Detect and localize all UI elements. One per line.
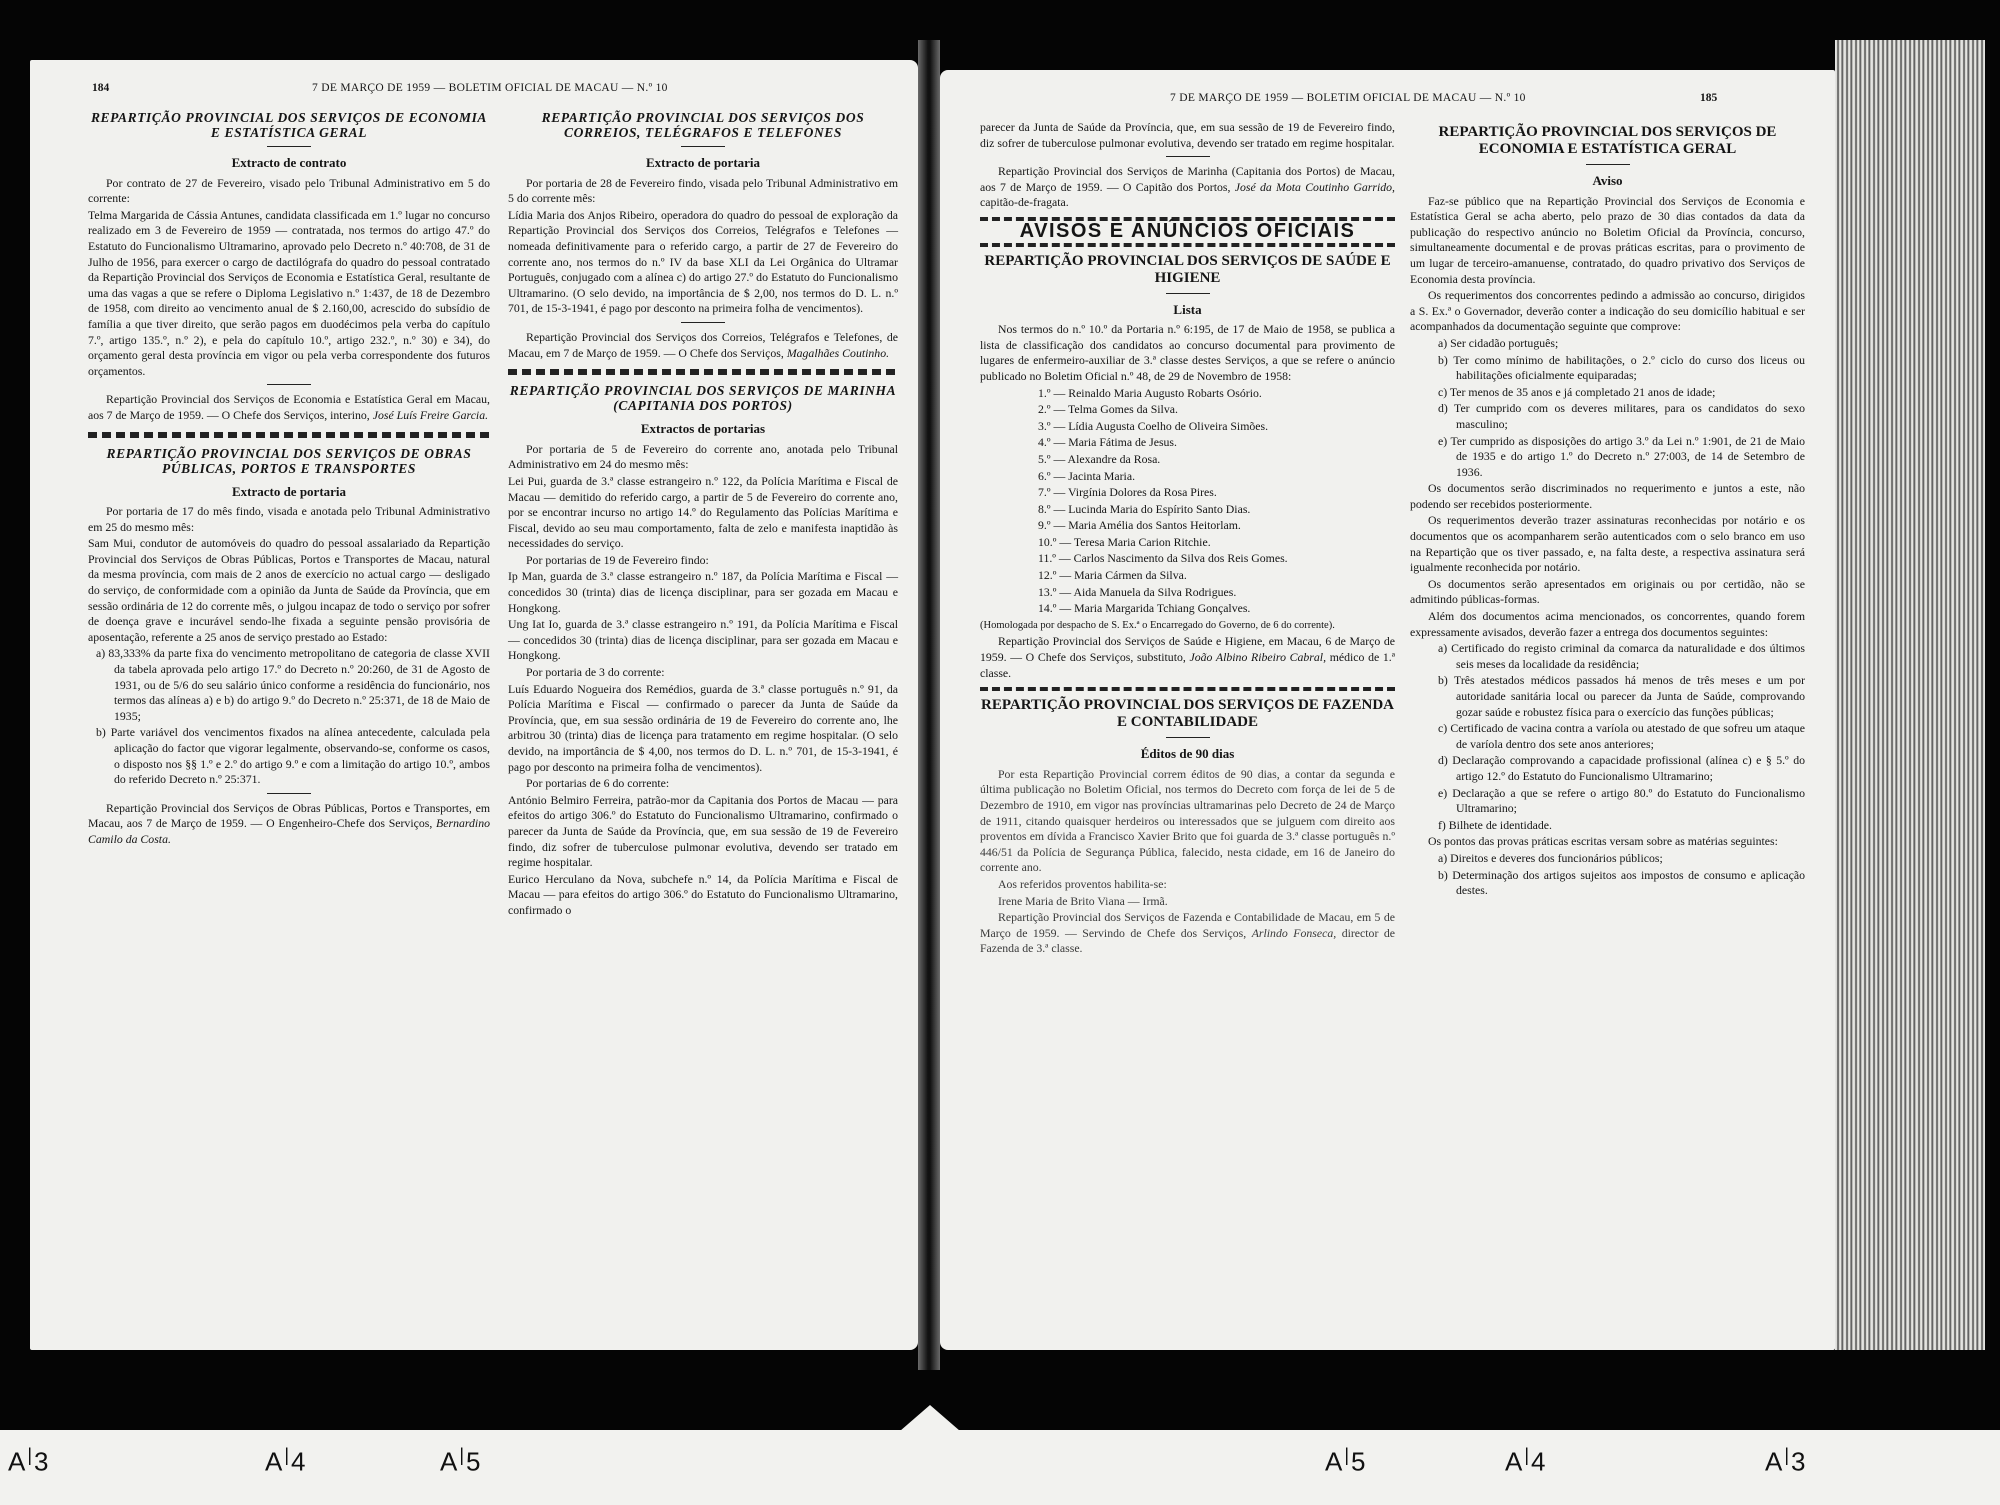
running-head-left: 7 DE MARÇO DE 1959 — BOLETIM OFICIAL DE MACAU — N.º 10 [312, 82, 668, 94]
paragraph [980, 634, 1395, 681]
list-item: d) Ter cumprido com os deveres militares, para os candidatos do sexo masculino; [1438, 401, 1805, 431]
list-item: e) Declaração a que se refere o artigo 80.º do Estatuto do Funcionalismo Ultramarino; [1438, 785, 1805, 816]
list-item: a) Direitos e deveres dos funcionários públicos; [1438, 850, 1663, 865]
closing-text: Repartição Provincial dos Serviços de Saúde e Higiene, em Macau, 6 de Março de 1959. — O Chefe dos Serviços, substituto, [980, 634, 1395, 665]
paragraph: Os requerimentos deverão trazer assinaturas reconhecidas por notário e os documentos que os acompanharem serão autenticados com o selo branco em uso na Repartição que os tiver passado, e, na falta deste, a respectiva assinatura será igualmente reconhecida por notário. [1410, 513, 1805, 575]
divider [681, 322, 725, 323]
list-item: a) Certificado do registo criminal da comarca da naturalidade e dos últimos seis meses da localidade da residência; [1438, 641, 1805, 671]
signature-title: capitão-de-fragata. [980, 195, 1069, 210]
list-item: 8.º — Lucinda Maria do Espírito Santo Dias. [1038, 501, 1251, 516]
wavy-divider [88, 432, 490, 438]
paragraph: Eurico Herculano da Nova, subchefe n.º 14, da Polícia Marítima e Fiscal de Macau — para efeitos do artigo 306.º do Estatuto do Funcionalismo Ultramarino, confirmado o [508, 871, 898, 917]
closing-text: Repartição Provincial dos Serviços de Obras Públicas, Portos e Transportes, em Macau, aos 7 de Março de 1959. — O Engenheiro-Chefe dos Serviços, [88, 800, 490, 831]
left-column-2 [508, 108, 898, 920]
film-frame-label: A|5 [1325, 1445, 1368, 1477]
film-frame-label: A|3 [8, 1445, 51, 1477]
paragraph: Por portaria de 28 de Fevereiro findo, visada pelo Tribunal Administrativo em 5 do corrente mês: [508, 175, 898, 206]
paragraph: Aos referidos proventos habilita-se: [998, 876, 1167, 891]
avisos-banner: AVISOS E ANÚNCIOS OFICIAIS [980, 217, 1395, 247]
signature: João Albino Ribeiro Cabral, [1189, 650, 1327, 665]
running-head-right: 7 DE MARÇO DE 1959 — BOLETIM OFICIAL DE MACAU — N.º 10 [1170, 92, 1526, 104]
signature-title: director de Fazenda de 3.ª classe. [980, 925, 1396, 956]
section-header-saude: REPARTIÇÃO PROVINCIAL DOS SERVIÇOS DE SAÚDE E HIGIENE [984, 252, 1391, 286]
list-item: f) Bilhete de identidade. [1438, 817, 1552, 832]
paragraph: Os documentos serão apresentados em originais ou por certidão, não se admitindo públicas-formas. [1410, 576, 1805, 607]
paragraph: Além dos documentos acima mencionados, os concorrentes, quando forem expressamente avisados, deverão fazer a entrega dos documentos seguintes: [1410, 609, 1805, 639]
film-frame-label: A|3 [1765, 1445, 1808, 1477]
section-header-economia-aviso: REPARTIÇÃO PROVINCIAL DOS SERVIÇOS DE ECONOMIA E ESTATÍSTICA GERAL [1438, 124, 1777, 157]
divider [267, 793, 311, 794]
closing-text: Repartição Provincial dos Serviços de Fazenda e Contabilidade de Macau, em 5 de Março de 1959. — Servindo de Chefe dos Serviços, [980, 910, 1395, 940]
film-frame-label: A|4 [265, 1445, 308, 1477]
right-column-2 [1410, 120, 1805, 900]
section-subtitle: Éditos de 90 dias [1140, 746, 1235, 762]
paragraph: Lei Pui, guarda de 3.ª classe estrangeiro n.º 122, da Polícia Marítima e Fiscal de Macau — demitido do referido cargo, a partir de 5 de Fevereiro do corrente ano, por se encontrar incurso no artigo 14.º do Regulamento das Polícias Marítima e Fiscal, devido ao seu mau comportamento, falta de zelo e manifesta inaptidão às necessidades do serviço. [508, 473, 898, 551]
closing-text: Repartição Provincial dos Serviços de Economia e Estatística Geral em Macau, aos 7 de Março de 1959. — O Chefe dos Serviços, interino, [88, 392, 490, 422]
divider [1166, 737, 1210, 738]
divider [681, 146, 725, 147]
list-item: 9.º — Maria Amélia dos Santos Heitorlam. [1038, 518, 1241, 533]
section-subtitle: Extracto de portaria [645, 155, 761, 170]
section-header-obras-publicas: REPARTIÇÃO PROVINCIAL DOS SERVIÇOS DE OBRAS PÚBLICAS, PORTOS E TRANSPORTES [106, 445, 472, 476]
page-number-left: 184 [92, 82, 110, 94]
film-frame-label: A|4 [1505, 1445, 1548, 1477]
section-header-marinha: REPARTIÇÃO PROVINCIAL DOS SERVIÇOS DE MARINHA (CAPITANIA DOS PORTOS) [509, 383, 897, 414]
candidate-list [980, 386, 1395, 617]
paragraph: Por portaria de 3 do corrente: [526, 665, 665, 680]
page-number-right: 185 [1700, 92, 1718, 104]
left-column-1 [88, 108, 490, 849]
paragraph: Por portarias de 6 do corrente: [526, 776, 670, 791]
divider [267, 146, 311, 147]
section-header-correios: REPARTIÇÃO PROVINCIAL DOS SERVIÇOS DOS CORREIOS, TELÉGRAFOS E TELEFONES [541, 110, 865, 140]
list-item: b) Três atestados médicos passados há menos de três meses e um por autoridade sanitária local ou parecer da Junta de Saúde, comprovando gozar saúde e robustez física para o exercício das funções públicas; [1438, 673, 1805, 719]
signature: Bernardino Camilo da Costa. [88, 816, 490, 846]
paragraph: Ip Man, guarda de 3.ª classe estrangeiro n.º 187, da Polícia Marítima e Fiscal — concedidos 30 (trinta) dias de licença disciplinar, para ser gozada em Macau e Hongkong. [508, 569, 898, 615]
signature: Arlindo Fonseca, [1251, 925, 1337, 940]
paragraph: Por portarias de 19 de Fevereiro findo: [526, 552, 709, 567]
list-item: 6.º — Jacinta Maria. [1038, 468, 1136, 483]
paragraph: Luís Eduardo Nogueira dos Remédios, guarda de 3.ª classe português n.º 91, da Polícia Marítima e Fiscal — confirmado o parecer da Junta de Saúde da Província, que, em sua sessão ordinária de 19 de Fevereiro do corrente ano, lhe arbitrou 30 (trinta) dias de licença para tratamento em regime hospitalar. (O selo devido, na importância de $ 4,00, nos termos do D. L. n.º 701, de 15-3-1941, é pago por desconto na primeira folha de vencimentos). [508, 681, 898, 774]
paragraph: Os requerimentos dos concorrentes pedindo a admissão ao concurso, dirigidos a S. Ex.ª o Governador, deverão conter a indicação do seu domicílio habitual e ser acompanhados da documentação seguinte que comprove: [1410, 288, 1805, 334]
paragraph: António Belmiro Ferreira, patrão-mor da Capitania dos Portos de Macau — para efeitos do artigo 306.º do Estatuto do Funcionalismo Ultramarino, confirmado o parecer da Junta de Saúde da Província, que, em sua sessão de 19 de Fevereiro findo, diz sofrer de tuberculose pulmonar evolutiva, devendo ser tratado em regime hospitalar. [508, 792, 898, 870]
list-item: 11.º — Carlos Nascimento da Silva dos Reis Gomes. [1038, 551, 1288, 566]
signature: Magalhães Coutinho. [786, 345, 890, 360]
divider [1166, 156, 1210, 157]
paragraph: Ung Iat Io, guarda de 3.ª classe estrangeiro n.º 191, da Polícia Marítima e Fiscal — concedidos 30 (trinta) dias de licença disciplinar, para ser gozada em Macau e Hongkong. [508, 617, 898, 663]
list-item: c) Certificado de vacina contra a varíola ou atestado de que sofreu um ataque de varíola dentro dos sete anos anteriores; [1438, 721, 1805, 751]
signature-title: médico de 1.ª classe. [980, 650, 1395, 680]
divider [267, 384, 311, 385]
film-notch [900, 1405, 960, 1431]
paragraph: parecer da Junta de Saúde da Província, que, em sua sessão de 19 de Fevereiro findo, diz sofrer de tuberculose pulmonar evolutiva, devendo ser tratado em regime hospitalar. [980, 120, 1395, 150]
homologation-note: (Homologada por despacho de S. Ex.ª o Encarregado do Governo, de 6 do corrente). [980, 619, 1335, 631]
section-subtitle: Extracto de contrato [231, 155, 347, 170]
section-divider-dashed [980, 687, 1395, 691]
paragraph [508, 330, 898, 361]
list-item: 2.º — Telma Gomes da Silva. [1038, 402, 1178, 417]
list-item: d) Declaração comprovando a capacidade profissional (alínea c) e § 5.º do artigo 12.º do Estatuto do Funcionalismo Ultramarino; [1438, 753, 1805, 783]
paragraph: Irene Maria de Brito Viana — Irmã. [998, 893, 1168, 908]
list-item: a) 83,333% da parte fixa do vencimento metropolitano de categoria de classe XVII da tabela aprovada pelo artigo 17.º do Decreto n.º 20:260, de 31 de Agosto de 1931, ou de 5/6 do seu salário único conforme a residência do funcionário, nos termos das alíneas a) e b) do artigo 9.º do Decreto n.º 25:371, de 18 de Maio de 1935; [96, 646, 490, 723]
book-page-edges [1835, 40, 1985, 1350]
list-item: 10.º — Teresa Maria Carion Ritchie. [1038, 534, 1211, 549]
right-column-1 [980, 120, 1395, 958]
paragraph: Lídia Maria dos Anjos Ribeiro, operadora do quadro do pessoal de exploração da Repartição Provincial dos Serviços dos Correios, Telégrafos e Telefones — nomeada definitivamente para o referido cargo, a partir de 27 de Fevereiro do corrente ano, nos termos do n.º IV da base XLI da Lei Orgânica do Ultramar Português, conjugado com a alínea c) do artigo 27.º do Estatuto do Funcionalismo Ultramarino. (O selo devido, na importância de $ 2,00, nos termos do D. L. n.º 701, de 15-3-1941, é pago por desconto na primeira folha de vencimentos). [508, 207, 898, 316]
section-subtitle: Aviso [1592, 173, 1623, 188]
list-item: 4.º — Maria Fátima de Jesus. [1038, 435, 1177, 450]
section-header-fazenda: REPARTIÇÃO PROVINCIAL DOS SERVIÇOS DE FAZENDA E CONTABILIDADE [980, 697, 1395, 731]
list-item: b) Determinação dos artigos sujeitos aos impostos de consumo e aplicação destes. [1438, 867, 1805, 898]
divider [1586, 164, 1630, 165]
wavy-divider [508, 369, 898, 375]
left-page [30, 60, 918, 1350]
paragraph: Por esta Repartição Provincial correm éditos de 90 dias, a contar da segunda e última publicação no Boletim Oficial, nos termos do Decreto com força de lei de 5 de Dezembro de 1910, em vigor nas províncias ultramarinas pelo Decreto de 24 de Março de 1911, citando quaisquer herdeiros ou interessados que se julguem com direito aos proventos em dívida a Francisco Xavier Brito que foi guarda de 3.ª classe português n.º 446/51 da Polícia de Segurança Pública, falecido, nesta cidade, em 16 de Janeiro do corrente ano. [980, 766, 1395, 875]
paragraph [980, 164, 1395, 211]
list-item: 3.º — Lídia Augusta Coelho de Oliveira Simões. [1038, 418, 1269, 433]
list-item: 12.º — Maria Cármen da Silva. [1038, 568, 1187, 583]
book-gutter [918, 40, 940, 1370]
paragraph: Os pontos das provas práticas escritas versam sobre as matérias seguintes: [1428, 834, 1778, 849]
paragraph: Por contrato de 27 de Fevereiro, visado pelo Tribunal Administrativo em 5 do corrente: [88, 175, 490, 206]
paragraph: Por portaria de 5 de Fevereiro do corrente ano, anotada pelo Tribunal Administrativo em 24 do mesmo mês: [508, 441, 898, 472]
paragraph: Telma Margarida de Cássia Antunes, candidata classificada em 1.º lugar no concurso realizado em 3 de Fevereiro de 1959 — contratada, nos termos do artigo 47.º do Estatuto do Funcionalismo Ultramarino, aprovado pelo Decreto n.º 40:708, de 31 de Julho de 1956, para exercer o cargo de dactilógrafa do quadro do pessoal contratado da Repartição Provincial dos Serviços de Economia e Estatística Geral, resultante de uma das vagas a que se refere o Diploma Legislativo n.º 1:437, de 18 de Dezembro de 1958, com direito ao vencimento anual de $ 2.160,00, acrescido do subsídio de família a que tiver direito, que serão pagos em duodécimos pela verba do capítulo 7.º, artigo 135.º, n.º 2), e pela do capítulo 10.º, artigo 232.º, n.º 30) e 34), do orçamento geral desta província em vigor ou pela verba correspondente dos futuros orçamentos. [88, 207, 490, 378]
closing-text: Repartição Provincial dos Serviços de Marinha (Capitania dos Portos) de Macau, aos 7 de Março de 1959. — O Capitão dos Portos, [980, 164, 1395, 194]
section-header-economia: REPARTIÇÃO PROVINCIAL DOS SERVIÇOS DE ECONOMIA E ESTATÍSTICA GERAL [90, 110, 488, 140]
list-item: e) Ter cumprido as disposições do artigo 3.º da Lei n.º 1:901, de 21 de Maio de 1935 e do artigo 1.º do Decreto n.º 27:003, de 14 de Setembro de 1936. [1438, 433, 1805, 479]
section-subtitle: Extractos de portarias [640, 421, 766, 437]
paragraph [88, 392, 490, 423]
paragraph: Nos termos do n.º 10.º da Portaria n.º 6:195, de 17 de Maio de 1958, se publica a lista de classificação dos candidatos ao concurso documental para provimento de lugares de enfermeiro-auxiliar de 3.ª classe destes Serviços, a que se refere o anúncio publicado no Boletim Oficial n.º 48, de 29 de Novembro de 1958: [980, 322, 1395, 383]
signature: José da Mota Coutinho Garrido, [1234, 179, 1396, 194]
paragraph [980, 910, 1395, 957]
list-item: b) Parte variável dos vencimentos fixados na alínea antecedente, calculada pela aplicação do factor que vigorar legalmente, observando-se, conforme os casos, o disposto nos §§ 1.º e 2.º do artigo 9.º e com a limitação do artigo 10.º, ambos do referido Decreto n.º 25:371. [96, 725, 490, 787]
section-subtitle: Lista [1173, 301, 1202, 317]
list-item: 5.º — Alexandre da Rosa. [1038, 451, 1161, 466]
section-subtitle: Extracto de portaria [231, 483, 347, 499]
signature: José Luís Freire Garcia. [372, 407, 489, 422]
paragraph: Faz-se público que na Repartição Provincial dos Serviços de Economia e Estatística Geral se acha aberto, pelo prazo de 30 dias contados da data da publicação do respectivo anúncio no Boletim Oficial da Província, concurso, simultaneamente documental e de provas práticas escritas, para o provimento de um lugar de terceiro-amanuense, contratado, do quadro privativo dos Serviços de Economia desta província. [1410, 193, 1805, 286]
paragraph [88, 801, 490, 848]
divider [1166, 293, 1210, 294]
list-item: b) Ter como mínimo de habilitações, o 2.º ciclo do curso dos liceus ou habilitações oficialmente equiparadas; [1438, 352, 1805, 383]
film-frame-label: A|5 [440, 1445, 483, 1477]
list-item: 13.º — Aida Manuela da Silva Rodrigues. [1038, 584, 1237, 599]
list-item: 7.º — Virgínia Dolores da Rosa Pires. [1038, 485, 1217, 500]
right-page [940, 70, 1835, 1350]
list-item: a) Ser cidadão português; [1438, 335, 1559, 350]
list-item: 14.º — Maria Margarida Tchiang Gonçalves. [1038, 601, 1251, 616]
closing-text: Repartição Provincial dos Serviços dos Correios, Telégrafos e Telefones, de Macau, em 7 de Março de 1959. — O Chefe dos Serviços, [508, 329, 898, 360]
paragraph: Os documentos serão discriminados no requerimento e juntos a este, não podendo ser recebidos posteriormente. [1410, 481, 1805, 511]
paragraph: Por portaria de 17 do mês findo, visada e anotada pelo Tribunal Administrativo em 25 do mesmo mês: [88, 504, 490, 534]
list-item: c) Ter menos de 35 anos e já completado 21 anos de idade; [1438, 384, 1716, 399]
paragraph: Sam Mui, condutor de automóveis do quadro do pessoal assalariado da Repartição Provincial dos Serviços de Obras Públicas, Portos e Transportes de Macau, natural da mesma província, com mais de 2 anos de exercício no actual cargo — desligado do serviço, de conformidade com a opinião da Junta de Saúde da Província, que em sessão ordinária de 12 do corrente mês, o julgou incapaz de todo o serviço por sofrer de doença grave e incurável sendo-lhe fixada a seguinte pensão provisória de aposentação, referente a 25 anos de serviço prestado ao Estado: [88, 536, 490, 644]
list-item: 1.º — Reinaldo Maria Augusto Robarts Osório. [1038, 385, 1262, 400]
